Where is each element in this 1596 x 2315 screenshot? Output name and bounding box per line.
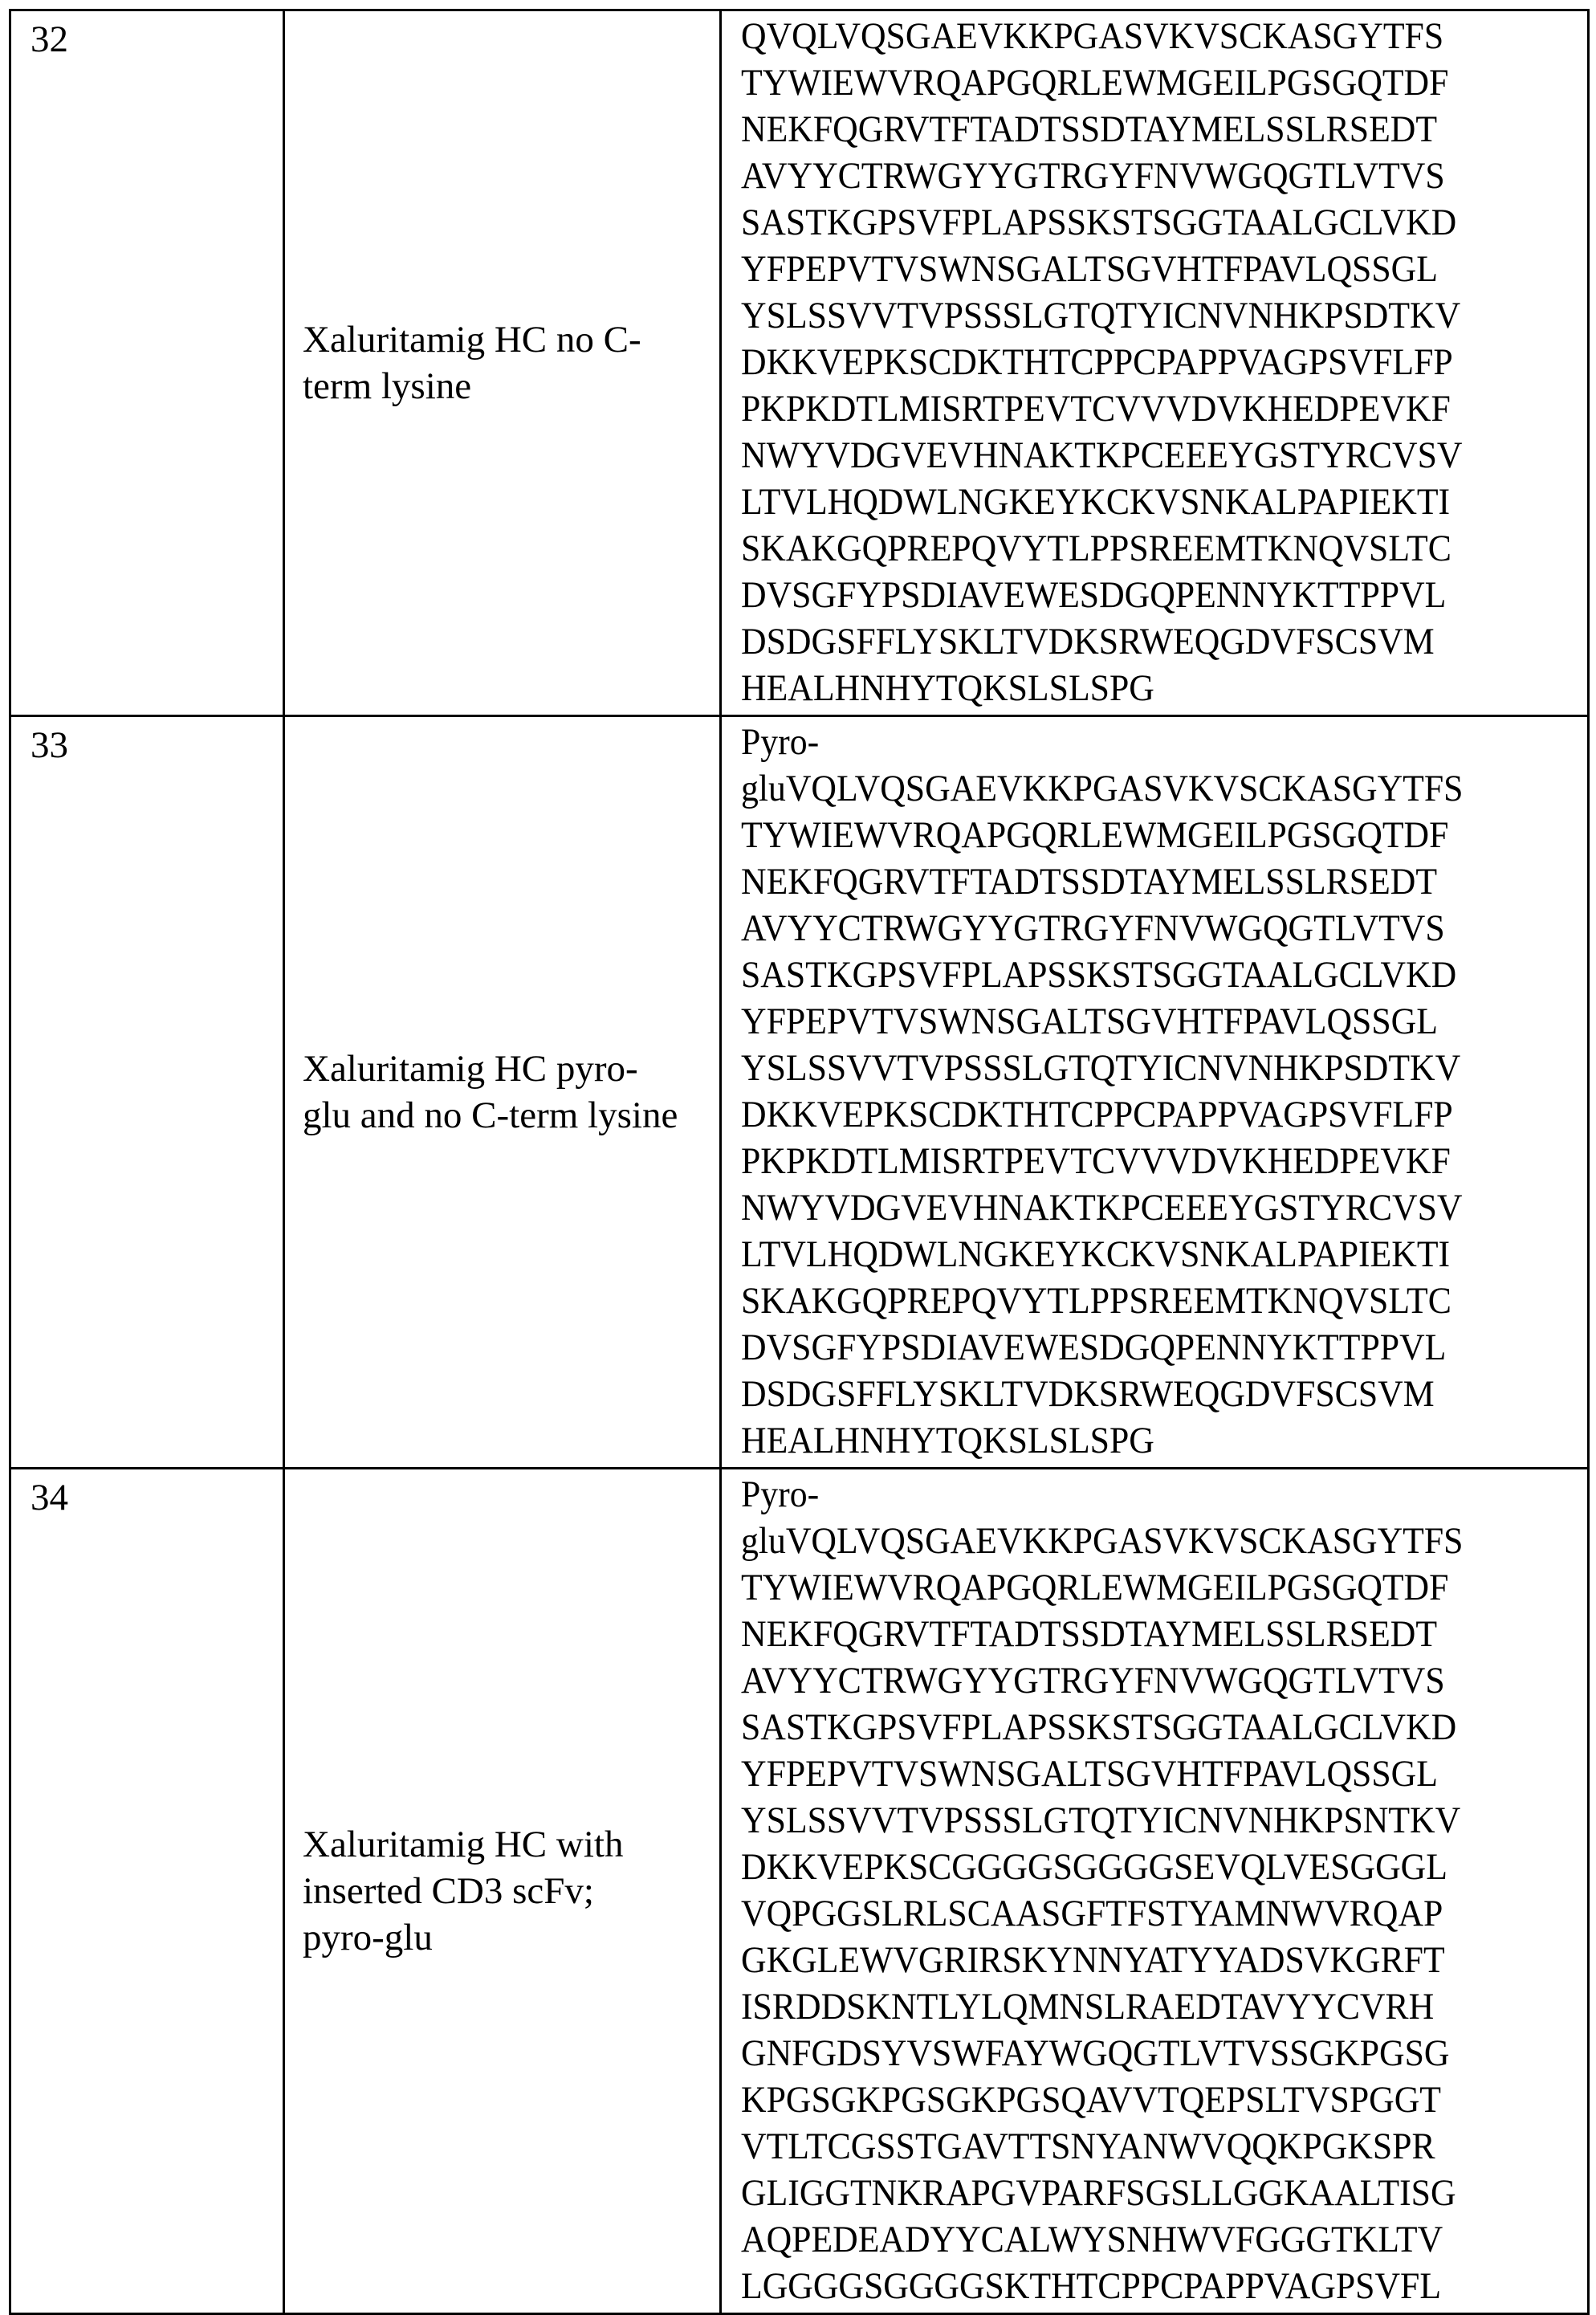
sequence-line: gluVQLVQSGAEVKKPGASVKVSCKASGYTFS [741,768,1464,809]
sequence-line: DSDGSFFLYSKLTVDKSRWEQGDVFSCSVM [741,621,1435,662]
sequence-line: DKKVEPKSCDKTHTCPPCPAPPVAGPSVFLFP [741,1094,1453,1135]
sequence-line: HEALHNHYTQKSLSLSPG [741,667,1154,709]
sequence-line: SKAKGQPREPQVYTLPPSREEMTKNQVSLTC [741,528,1451,569]
seq-id: 33 [31,724,68,766]
sequence-line: NWYVDGVEVHNAKTKPCEEEYGSTYRCVSV [741,1187,1463,1229]
sequence-line: AVYYCTRWGYYGTRGYFNVWGQGTLVTVS [741,155,1445,197]
sequence-line: NEKFQGRVTFTADTSSDTAYMELSSLRSEDT [741,1613,1438,1655]
description-line: Xaluritamig HC pyro- [303,1048,638,1090]
description-cell [284,1469,721,2314]
sequence-line: Pyro- [741,721,820,763]
seq-id: 34 [31,1477,68,1518]
description-line: pyro-glu [303,1917,433,1958]
sequence-line: YFPEPVTVSWNSGALTSGVHTFPAVLQSSGL [741,1753,1438,1795]
sequence-line: SKAKGQPREPQVYTLPPSREEMTKNQVSLTC [741,1280,1451,1322]
sequence-line: YSLSSVVTVPSSSLGTQTYICNVNHKPSDTKV [741,295,1461,336]
sequence-line: GNFGDSYVSWFAYWGQGTLVTVSSGKPGSG [741,2032,1450,2074]
sequence-line: NWYVDGVEVHNAKTKPCEEEYGSTYRCVSV [741,434,1463,476]
sequence-line: YFPEPVTVSWNSGALTSGVHTFPAVLQSSGL [741,248,1438,290]
sequence-line: DVSGFYPSDIAVEWESDGQPENNYKTTPPVL [741,1327,1447,1368]
description-cell [284,10,721,716]
table-row-33 [10,716,1589,1469]
seq-id: 32 [31,18,68,60]
sequence-line: LTVLHQDWLNGKEYKCKVSNKALPAPIEKTI [741,481,1451,523]
sequence-line: DVSGFYPSDIAVEWESDGQPENNYKTTPPVL [741,574,1447,616]
sequence-line: YSLSSVVTVPSSSLGTQTYICNVNHKPSDTKV [741,1047,1461,1089]
sequence-line: HEALHNHYTQKSLSLSPG [741,1420,1154,1461]
sequence-cell [721,10,1589,716]
seq-id-cell [10,10,284,716]
sequence-line: TYWIEWVRQAPGQRLEWMGEILPGSGQTDF [741,814,1449,856]
sequence-line: KPGSGKPGSGKPGSQAVVTQEPSLTVSPGGT [741,2079,1442,2121]
sequence-line: VQPGGSLRLSCAASGFTFSTYAMNWVRQAP [741,1893,1443,1934]
sequence-line: AQPEDEADYYCALWYSNHWVFGGGTKLTV [741,2219,1443,2260]
sequence-line: Pyro- [741,1473,820,1515]
seq-id-cell [10,1469,284,2314]
sequence-line: QVQLVQSGAEVKKPGASVKVSCKASGYTFS [741,15,1444,57]
sequence-line: ISRDDSKNTLYLQMNSLRAEDTAVYYCVRH [741,1986,1435,2028]
sequence-line: SASTKGPSVFPLAPSSKSTSGGTAALGCLVKD [741,1706,1457,1748]
sequence-line: LTVLHQDWLNGKEYKCKVSNKALPAPIEKTI [741,1233,1451,1275]
sequence-line: YSLSSVVTVPSSSLGTQTYICNVNHKPSNTKV [741,1799,1461,1841]
sequence-line: YFPEPVTVSWNSGALTSGVHTFPAVLQSSGL [741,1001,1438,1042]
sequence-line: SASTKGPSVFPLAPSSKSTSGGTAALGCLVKD [741,202,1457,243]
sequence-line: NEKFQGRVTFTADTSSDTAYMELSSLRSEDT [741,108,1438,150]
sequence-line: VTLTCGSSTGAVTTSNYANWVQQKPGKSPR [741,2125,1435,2167]
sequence-line: PKPKDTLMISRTPEVTCVVVDVKHEDPEVKF [741,388,1451,430]
sequence-line: PKPKDTLMISRTPEVTCVVVDVKHEDPEVKF [741,1140,1451,1182]
sequence-line: AVYYCTRWGYYGTRGYFNVWGQGTLVTVS [741,907,1445,949]
sequence-line: DSDGSFFLYSKLTVDKSRWEQGDVFSCSVM [741,1373,1435,1415]
sequence-line: TYWIEWVRQAPGQRLEWMGEILPGSGQTDF [741,1567,1449,1608]
sequence-cell [721,1469,1589,2314]
sequence-line: NEKFQGRVTFTADTSSDTAYMELSSLRSEDT [741,861,1438,903]
description-line: Xaluritamig HC no C- [303,319,641,361]
sequence-line: AVYYCTRWGYYGTRGYFNVWGQGTLVTVS [741,1660,1445,1702]
sequence-line: SASTKGPSVFPLAPSSKSTSGGTAALGCLVKD [741,954,1457,996]
table-row-34 [10,1469,1589,2314]
sequence-line: GLIGGTNKRAPGVPARFSGSLLGGKAALTISG [741,2172,1456,2214]
seq-id-cell [10,716,284,1469]
table-row-32 [10,10,1589,716]
sequence-line: TYWIEWVRQAPGQRLEWMGEILPGSGQTDF [741,62,1449,104]
sequence-table [9,9,1590,2315]
description-line: inserted CD3 scFv; [303,1870,594,1912]
description-cell [284,716,721,1469]
sequence-line: LGGGGSGGGGSKTHTCPPCPAPPVAGPSVFL [741,2265,1442,2307]
sequence-line: gluVQLVQSGAEVKKPGASVKVSCKASGYTFS [741,1520,1464,1562]
description-line: Xaluritamig HC with [303,1824,624,1865]
description-line: glu and no C-term lysine [303,1094,678,1136]
description-line: term lysine [303,365,472,407]
sequence-line: GKGLEWVGRIRSKYNNYATYYADSVKGRFT [741,1939,1445,1981]
sequence-line: DKKVEPKSCDKTHTCPPCPAPPVAGPSVFLFP [741,341,1453,383]
sequence-line: DKKVEPKSCGGGGSGGGGSEVQLVESGGGL [741,1846,1447,1888]
sequence-cell [721,716,1589,1469]
